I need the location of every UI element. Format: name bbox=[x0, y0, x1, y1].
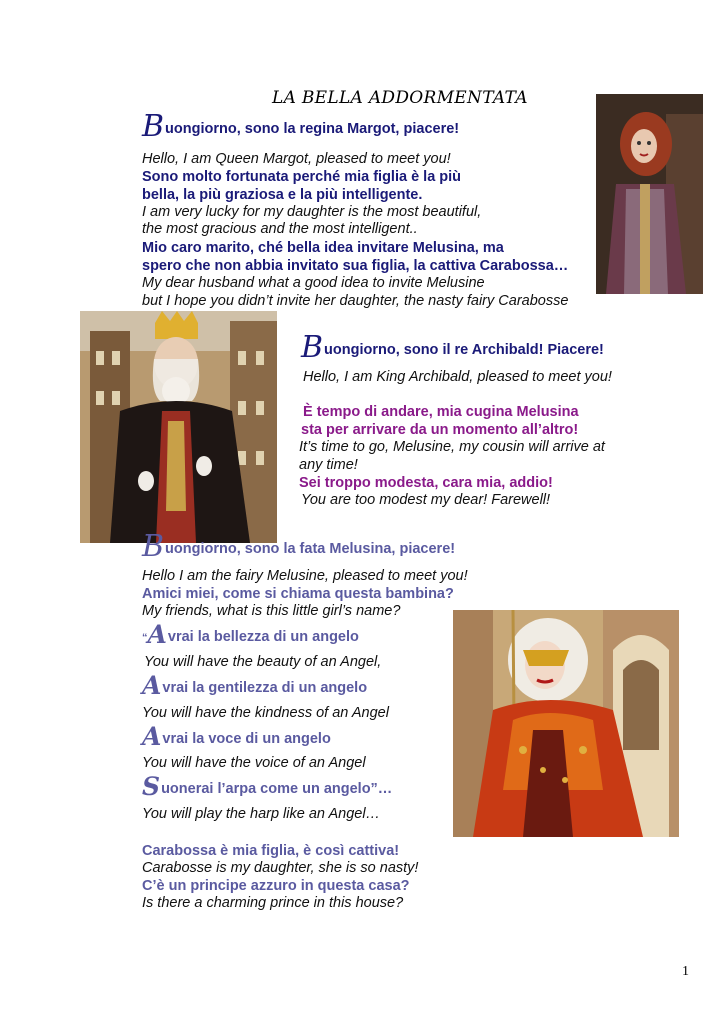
blessing-it bbox=[142, 671, 368, 700]
quote-mark: “ bbox=[142, 632, 148, 644]
king-line: Sei troppo modesta, cara mia, addio! bbox=[299, 475, 553, 491]
blessing-en: You will have the kindness of an Angel bbox=[142, 705, 389, 721]
queen-greeting-text: uongiorno, sono la regina Margot, piacere! bbox=[165, 121, 460, 137]
queen-line: but I hope you didn’t invite her daughter, the nasty fairy Carabosse bbox=[142, 293, 569, 309]
king-line: You are too modest my dear! Farewell! bbox=[301, 492, 551, 508]
queen-line: Mio caro marito, ché bella idea invitare Melusina, ma bbox=[142, 240, 504, 256]
king-line: Hello, I am King Archibald, pleased to meet you! bbox=[303, 369, 612, 385]
blessing-dropcap: S bbox=[142, 772, 161, 801]
blessing-dropcap: A bbox=[147, 620, 167, 649]
closing-line: C’è un principe azzuro in questa casa? bbox=[142, 878, 410, 894]
king-line: È tempo di andare, mia cugina Melusina bbox=[303, 404, 579, 420]
king-greeting bbox=[301, 330, 604, 365]
blessing-text: vrai la voce di un angelo bbox=[162, 731, 331, 747]
blessing-dropcap: A bbox=[142, 722, 162, 751]
fairy-line: Amici miei, come si chiama questa bambina? bbox=[142, 586, 454, 602]
queen-puppet-photo bbox=[596, 94, 703, 294]
fairy-line: My friends, what is this little girl’s name? bbox=[142, 603, 401, 619]
queen-line: Sono molto fortunata perché mia figlia è la più bbox=[142, 169, 462, 185]
blessing-en: You will play the harp like an Angel… bbox=[142, 806, 381, 822]
blessing-it bbox=[142, 772, 393, 801]
queen-line: bella, la più graziosa e la più intelligente. bbox=[142, 187, 423, 203]
fairy-greeting bbox=[142, 529, 456, 564]
king-line: sta per arrivare da un momento all’altro! bbox=[301, 422, 579, 438]
blessing-text: vrai la gentilezza di un angelo bbox=[162, 680, 368, 696]
king-line: It’s time to go, Melusine, my cousin will arrive at bbox=[299, 439, 605, 455]
blessing-it bbox=[142, 722, 331, 751]
king-greeting-text: uongiorno, sono il re Archibald! Piacere! bbox=[324, 342, 604, 358]
queen-line: My dear husband what a good idea to invite Melusine bbox=[142, 275, 485, 291]
blessing-dropcap: A bbox=[142, 671, 162, 700]
closing-line: Carabosse is my daughter, she is so nasty! bbox=[142, 860, 419, 876]
king-dropcap: B bbox=[301, 330, 324, 365]
queen-line: the most gracious and the most intelligent.. bbox=[142, 221, 418, 237]
blessing-text: uonerai l’arpa come un angelo”… bbox=[161, 781, 393, 797]
closing-line: Is there a charming prince in this house? bbox=[142, 895, 404, 911]
blessing-en: You will have the voice of an Angel bbox=[142, 755, 366, 771]
king-line: any time! bbox=[299, 457, 358, 473]
queen-dropcap: B bbox=[142, 109, 165, 144]
fairy-greeting-text: uongiorno, sono la fata Melusina, piacere! bbox=[165, 541, 456, 557]
queen-line: I am very lucky for my daughter is the most beautiful, bbox=[142, 204, 482, 220]
blessing-it bbox=[142, 620, 359, 649]
closing-line: Carabossa è mia figlia, è così cattiva! bbox=[142, 843, 400, 859]
page-number: 1 bbox=[682, 964, 689, 979]
page-title: LA BELLA ADDORMENTATA bbox=[272, 88, 528, 108]
blessing-text: vrai la bellezza di un angelo bbox=[167, 629, 359, 645]
queen-line: Hello, I am Queen Margot, pleased to meet you! bbox=[142, 151, 451, 167]
fairy-puppet-photo bbox=[453, 610, 679, 837]
king-puppet-photo bbox=[80, 311, 277, 543]
fairy-dropcap: B bbox=[142, 529, 165, 564]
queen-line: spero che non abbia invitato sua figlia, la cattiva Carabossa… bbox=[142, 258, 569, 274]
fairy-line: Hello I am the fairy Melusine, pleased to meet you! bbox=[142, 568, 468, 584]
queen-greeting bbox=[142, 109, 460, 144]
blessing-en: You will have the beauty of an Angel, bbox=[144, 654, 382, 670]
